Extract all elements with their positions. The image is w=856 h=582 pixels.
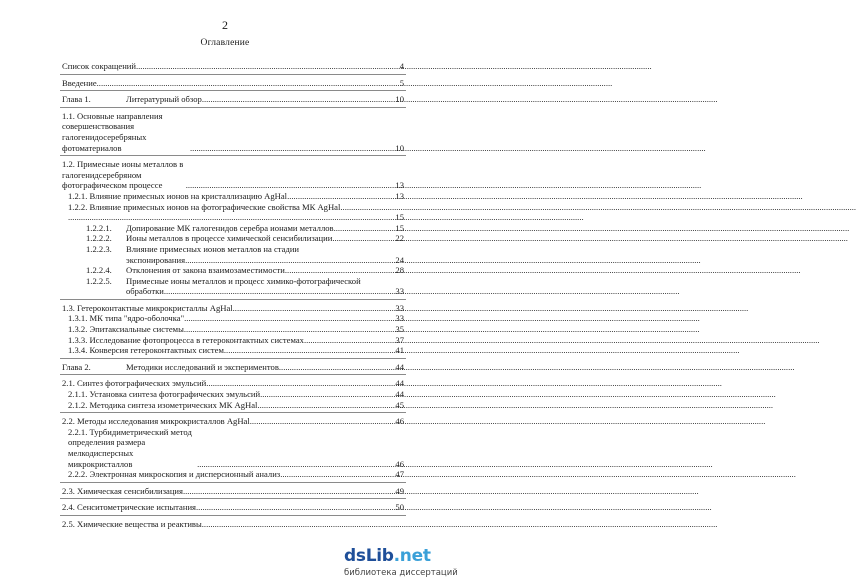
page-number: 2 (222, 18, 228, 32)
toc-entry-2-1-2[interactable]: 2.1.2. Методика синтеза изометрических МК AgHal ..... 45 (62, 400, 404, 411)
toc-entry-chapter-1[interactable]: Глава 1. Литературный обзор ..... 10 (62, 94, 404, 105)
table-of-contents (60, 58, 406, 532)
toc-group-2-1 (60, 375, 406, 413)
toc-group-2-2 (60, 413, 406, 483)
toc-entry-1-2-2-3[interactable]: 1.2.2.3. Влияние примесных ионов металлов на стадии (86, 243, 300, 254)
toc-group-1-3 (60, 300, 406, 359)
toc-entry-1-2[interactable]: 1.2. Примесные ионы металлов в галогенидсеребряном фотографическом процессе ..... 13 (62, 159, 404, 191)
toc-entry-1-3[interactable]: 1.3. Гетероконтактные микрокристаллы AgHal ..... 33 (62, 303, 404, 314)
toc-entry-2-2[interactable]: 2.2. Методы исследования микрокристаллов AgHal ..... 46 (62, 416, 404, 427)
toc-entry-1-2-2-1[interactable]: 1.2.2.1. Допирование МК галогенидов серебра ионами металлов ..... 15 (62, 223, 404, 234)
dslib-watermark[interactable] (344, 544, 458, 582)
dslib-tagline: библиотека диссертаций (344, 568, 458, 578)
toc-group-chapter-1 (60, 91, 406, 108)
toc-entry-2-1[interactable]: 2.1. Синтез фотографических эмульсий ..... 44 (62, 378, 404, 389)
toc-group-chapter-2 (60, 359, 406, 376)
toc-entry-1-2-2-5[interactable]: 1.2.2.5. Примесные ионы металлов и процесс химико-фотографической (86, 275, 361, 286)
toc-entry-chapter-2[interactable]: Глава 2. Методики исследований и экспериментов ..... 44 (62, 362, 404, 373)
toc-entry-2-4[interactable]: 2.4. Сенситометрические испытания ..... 50 (62, 502, 404, 513)
toc-entry-1-2-2-3-cont: экспонирования ..... 24 (62, 255, 404, 266)
toc-entry-2-2-2[interactable]: 2.2.2. Электронная микроскопия и дисперсионный анализ ..... 47 (62, 469, 404, 480)
toc-entry-2-5[interactable]: 2.5. Химические вещества и реактивы ..... (62, 519, 404, 530)
toc-entry-1-2-2-5-cont: обработки ..... 33 (62, 286, 404, 297)
toc-entry-2-1-1[interactable]: 2.1.1. Установка синтеза фотографических эмульсий ..... 44 (62, 389, 404, 400)
toc-entry-1-2-1[interactable]: 1.2.1. Влияние примесных ионов на кристаллизацию AgHal ..... 13 (62, 191, 404, 202)
toc-entry-1-3-3[interactable]: 1.3.3. Исследование фотопроцесса в гетероконтактных системах ..... 37 (62, 335, 404, 346)
toc-entry-1-3-2[interactable]: 1.3.2. Эпитаксиальные системы ..... 35 (62, 324, 404, 335)
toc-entry-1-2-2[interactable]: 1.2.2. Влияние примесных ионов на фотографические свойства МК AgHal ..... (62, 202, 404, 213)
toc-entry-1-2-2-page: ..... 15 (62, 212, 404, 223)
toc-entry-introduction[interactable]: Введение ..... 5 (62, 78, 404, 89)
toc-entry-2-3[interactable]: 2.3. Химическая сенсибилизация ..... 49 (62, 486, 404, 497)
toc-group-abbr (60, 58, 406, 75)
dslib-logo: dsLib.net (344, 546, 431, 566)
toc-group-intro (60, 75, 406, 92)
toc-entry-1-3-4[interactable]: 1.3.4. Конверсия гетероконтактных систем ..... 41 (62, 345, 404, 356)
toc-group-1-2 (60, 156, 406, 300)
toc-entry-1-2-2-2[interactable]: 1.2.2.2. Ионы металлов в процессе химической сенсибилизации ..... 22 (62, 233, 404, 244)
toc-group-1-1 (60, 108, 406, 156)
toc-heading: Оглавление (200, 38, 250, 48)
toc-group-2-4 (60, 499, 406, 516)
toc-entry-1-2-2-4[interactable]: 1.2.2.4. Отклонения от закона взаимозаместимости ..... 28 (62, 265, 404, 276)
toc-entry-1-3-1[interactable]: 1.3.1. МК типа "ядро-оболочка" ..... 33 (62, 313, 404, 324)
toc-group-2-5 (60, 516, 406, 532)
toc-entry-1-1[interactable]: 1.1. Основные направления совершенствования галогенидосеребряных фотоматериалов ..... 10 (62, 111, 404, 153)
toc-entry-abbreviations[interactable]: Список сокращений ..... 4 (62, 61, 404, 72)
toc-entry-2-2-1[interactable]: 2.2.1. Турбидиметрический метод определения размера мелкодисперсных микрокристаллов ..... 46 (62, 427, 404, 469)
toc-group-2-3 (60, 483, 406, 500)
